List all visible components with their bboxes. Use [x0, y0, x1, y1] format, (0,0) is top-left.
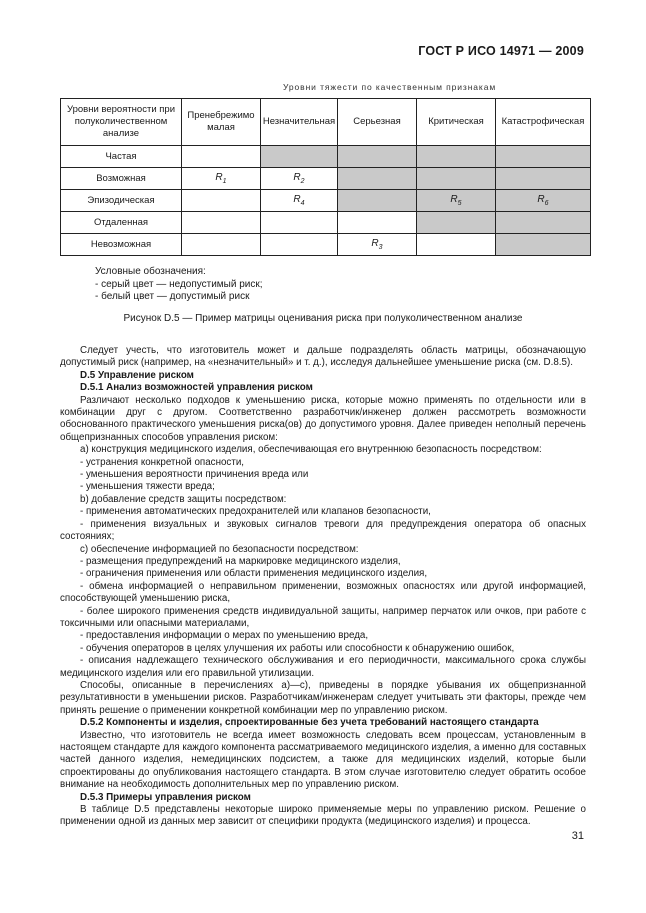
- row-label: Отдаленная: [61, 212, 182, 234]
- severity-axis-caption: Уровни тяжести по качественным признакам: [283, 82, 497, 92]
- paragraph: - уменьшения вероятности причинения вреда или: [80, 469, 309, 481]
- row-label: Частая: [61, 146, 182, 168]
- matrix-row: [61, 168, 591, 190]
- risk-symbol: $R_4$: [293, 194, 305, 207]
- matrix-cell: [417, 146, 496, 168]
- paragraph: - применения визуальных и звуковых сигналов тревоги для предупреждения оператора об опасных состояниях;: [60, 518, 586, 543]
- row-label: Возможная: [61, 168, 182, 190]
- matrix-cell: [182, 212, 261, 234]
- column-header: Серьезная: [338, 99, 417, 146]
- risk-matrix-table: [60, 98, 591, 256]
- paragraph: a) конструкция медицинского изделия, обеспечивающая его внутреннюю безопасность посредством:: [80, 444, 542, 456]
- matrix-cell: [338, 212, 417, 234]
- matrix-cell: [496, 234, 591, 256]
- section-heading: D.5.3 Примеры управления риском: [80, 791, 251, 803]
- matrix-cell: [182, 146, 261, 168]
- paragraph: Известно, что изготовитель не всегда имеет возможность следовать всем процессам, установленным в настоящем стандарте для каждого компонента рассматриваемого медицинского изделия, а именно для составных частей данного изделия, немедицинских подсистем, а также для медицинских изделий, которые были спроектированы до опубликования настоящего стандарта. В этом случае изготовителю следует обратить особое внимание на необходимость дополнительных мер по управлению риском.: [60, 729, 586, 791]
- matrix-cell: [261, 212, 338, 234]
- matrix-cell: [417, 212, 496, 234]
- risk-symbol: $R_3$: [371, 238, 383, 251]
- matrix-cell: [496, 146, 591, 168]
- matrix-corner-header: Уровни вероятности при полуколичественном анализе: [61, 99, 182, 146]
- matrix-cell: [496, 190, 591, 212]
- paragraph: - предоставления информации о мерах по уменьшению вреда,: [80, 630, 369, 642]
- risk-symbol: $R_1$: [215, 172, 227, 185]
- risk-symbol: $R_6$: [537, 194, 549, 207]
- matrix-row: [61, 190, 591, 212]
- matrix-cell: [261, 168, 338, 190]
- column-header: Незначительная: [261, 99, 338, 146]
- matrix-cell: [338, 146, 417, 168]
- paragraph: Следует учесть, что изготовитель может и дальше подразделять область матрицы, обозначающую допустимый риск (например, на «незначительный» и т. д.), исследуя дальнейшее уменьшение риска (см. D.8.5).: [60, 345, 586, 369]
- legend-line: Условные обозначения:: [95, 266, 206, 277]
- legend-line: - серый цвет — недопустимый риск;: [95, 278, 263, 290]
- matrix-cell: [417, 190, 496, 212]
- paragraph: - размещения предупреждений на маркировке медицинского изделия,: [80, 555, 401, 567]
- section-heading: D.5.1 Анализ возможностей управления риском: [80, 382, 313, 394]
- matrix-row: [61, 146, 591, 168]
- column-header: Катастрофическая: [496, 99, 591, 146]
- paragraph: - уменьшения тяжести вреда;: [80, 481, 215, 493]
- matrix-cell: [261, 234, 338, 256]
- risk-symbol: $R_5$: [450, 194, 462, 207]
- paragraph: - применения автоматических предохранителей или клапанов безопасности,: [80, 506, 431, 518]
- section-heading: D.5.2 Компоненты и изделия, спроектированные без учета требований настоящего стандарта: [80, 717, 539, 729]
- matrix-cell: [338, 190, 417, 212]
- column-header: Пренебрежимо малая: [182, 99, 261, 146]
- paragraph: Различают несколько подходов к уменьшению риска, которые можно применять по отдельности или в комбинации друг с другом. Соответственно разработчик/инженер должен рассмотреть возможности обоснованного практического уменьшения риска(ов) до допустимого уровня. Далее приведен неполный перечень общепризнанных способов управления риском:: [60, 394, 586, 443]
- legend-line: - белый цвет — допустимый риск: [95, 291, 250, 302]
- column-header: Критическая: [417, 99, 496, 146]
- matrix-legend: [95, 266, 263, 304]
- paragraph: Способы, описанные в перечислениях a)—c), приведены в порядке убывания их общепризнанной результативности в уменьшении рисков. Разработчикам/инженерам следует учитывать эти факторы, прежде чем принять решение о применении конкретной комбинации мер по управлению риском.: [60, 679, 586, 716]
- paragraph: - ограничения применения или области применения медицинского изделия,: [80, 568, 428, 580]
- paragraph: c) обеспечение информацией по безопасности посредством:: [80, 543, 359, 555]
- risk-symbol: $R_2$: [293, 172, 305, 185]
- page-number: 31: [571, 830, 584, 842]
- paragraph: В таблице D.5 представлены некоторые широко применяемые меры по управлению риском. Решение о применении одной из данных мер зависит от специфики продукта (медицинского изделия) и процесса.: [60, 804, 586, 828]
- matrix-cell: [417, 168, 496, 190]
- matrix-cell: [182, 190, 261, 212]
- document-header: ГОСТ Р ИСО 14971 — 2009: [418, 44, 584, 58]
- matrix-cell: [496, 168, 591, 190]
- matrix-cell: [182, 168, 261, 190]
- matrix-cell: [417, 234, 496, 256]
- matrix-cell: [261, 146, 338, 168]
- matrix-row: [61, 212, 591, 234]
- paragraph: - обмена информацией о неправильном применении, возможных опасностях или другой информацией, способствующей уменьшению риска,: [60, 580, 586, 605]
- matrix-cell: [182, 234, 261, 256]
- paragraph: b) добавление средств защиты посредством:: [80, 493, 287, 505]
- body-text: [60, 345, 586, 829]
- paragraph: - устранения конкретной опасности,: [80, 456, 245, 468]
- figure-caption: Рисунок D.5 — Пример матрицы оценивания риска при полуколичественном анализе: [123, 313, 523, 324]
- paragraph: - обучения операторов в целях улучшения их работы или способности к обнаружению ошибок,: [80, 642, 515, 654]
- row-label: Эпизодическая: [61, 190, 182, 212]
- section-heading: D.5 Управление риском: [80, 369, 194, 381]
- matrix-cell: [338, 234, 417, 256]
- matrix-cell: [261, 190, 338, 212]
- paragraph: - более широкого применения средств индивидуальной защиты, например перчаток или очков, при работе с токсичными или опасными материалами,: [60, 605, 586, 629]
- paragraph: - описания надлежащего технического обслуживания и его периодичности, максимального срока службы медицинского изделия или его правильной утилизации.: [60, 655, 586, 679]
- matrix-row: [61, 234, 591, 256]
- matrix-cell: [338, 168, 417, 190]
- row-label: Невозможная: [61, 234, 182, 256]
- matrix-cell: [496, 212, 591, 234]
